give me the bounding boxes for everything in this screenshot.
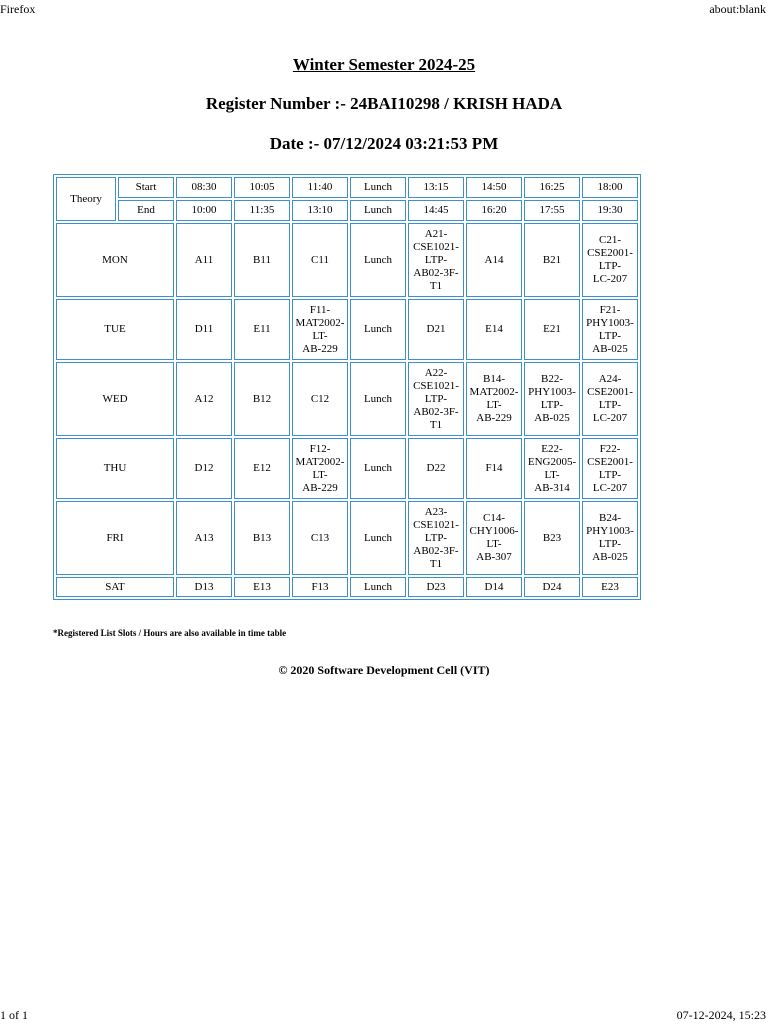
slot-cell: B23	[524, 501, 580, 575]
slot-cell: D13	[176, 577, 232, 597]
end-time-cell: 16:20	[466, 200, 522, 221]
timetable-container	[53, 174, 641, 600]
lunch-cell: Lunch	[350, 501, 406, 575]
slot-cell: B21	[524, 223, 580, 297]
slot-cell: E11	[234, 299, 290, 360]
slot-cell: B24- PHY1003- LTP- AB-025	[582, 501, 638, 575]
registered-slots-note: *Registered List Slots / Hours are also available in time table	[53, 628, 287, 638]
end-time-cell: 13:10	[292, 200, 348, 221]
start-time-cell: 14:50	[466, 177, 522, 198]
timetable-day-row	[56, 577, 638, 597]
slot-cell: C11	[292, 223, 348, 297]
slot-cell: A24- CSE2001- LTP- LC-207	[582, 362, 638, 436]
end-time-cell: 14:45	[408, 200, 464, 221]
start-time-cell: Lunch	[350, 177, 406, 198]
day-label: WED	[56, 362, 174, 436]
lunch-cell: Lunch	[350, 362, 406, 436]
slot-cell: A14	[466, 223, 522, 297]
slot-cell: A21- CSE1021- LTP- AB02-3F- T1	[408, 223, 464, 297]
slot-cell: F12- MAT2002- LT- AB-229	[292, 438, 348, 499]
start-time-cell: 10:05	[234, 177, 290, 198]
day-label: TUE	[56, 299, 174, 360]
slot-cell: C13	[292, 501, 348, 575]
slot-cell: E22- ENG2005- LT- AB-314	[524, 438, 580, 499]
lunch-cell: Lunch	[350, 577, 406, 597]
slot-cell: D23	[408, 577, 464, 597]
start-time-cell: 08:30	[176, 177, 232, 198]
end-time-cell: 10:00	[176, 200, 232, 221]
slot-cell: A13	[176, 501, 232, 575]
slot-cell: E12	[234, 438, 290, 499]
print-footer-left: 1 of 1	[0, 1008, 28, 1022]
timetable-day-row	[56, 438, 638, 499]
print-header-left: Firefox	[0, 2, 36, 16]
slot-cell: C21- CSE2001- LTP- LC-207	[582, 223, 638, 297]
slot-cell: C12	[292, 362, 348, 436]
slot-cell: D21	[408, 299, 464, 360]
start-time-cell: 11:40	[292, 177, 348, 198]
slot-cell: D22	[408, 438, 464, 499]
slot-cell: D14	[466, 577, 522, 597]
timetable-day-row	[56, 362, 638, 436]
lunch-cell: Lunch	[350, 223, 406, 297]
end-time-cell: 19:30	[582, 200, 638, 221]
slot-cell: E23	[582, 577, 638, 597]
timetable-day-row	[56, 223, 638, 297]
start-time-cell: 18:00	[582, 177, 638, 198]
copyright-footer: © 2020 Software Development Cell (VIT)	[278, 663, 490, 677]
register-number-line: Register Number :- 24BAI10298 / KRISH HADA	[205, 94, 563, 113]
slot-cell: B12	[234, 362, 290, 436]
slot-cell: F21- PHY1003- LTP- AB-025	[582, 299, 638, 360]
slot-cell: B11	[234, 223, 290, 297]
lunch-cell: Lunch	[350, 299, 406, 360]
timetable-day-row	[56, 299, 638, 360]
slot-cell: B13	[234, 501, 290, 575]
date-line: Date :- 07/12/2024 03:21:53 PM	[269, 134, 499, 153]
slot-cell: A22- CSE1021- LTP- AB02-3F- T1	[408, 362, 464, 436]
slot-cell: A23- CSE1021- LTP- AB02-3F- T1	[408, 501, 464, 575]
page-title-text: Winter Semester 2024-25	[292, 55, 476, 74]
slot-cell: E14	[466, 299, 522, 360]
slot-cell: E21	[524, 299, 580, 360]
timetable	[53, 174, 641, 600]
day-label: MON	[56, 223, 174, 297]
slot-cell: D12	[176, 438, 232, 499]
slot-cell: F14	[466, 438, 522, 499]
timetable-header-end-row	[56, 200, 638, 221]
slot-cell: E13	[234, 577, 290, 597]
slot-cell: A12	[176, 362, 232, 436]
day-label: THU	[56, 438, 174, 499]
slot-cell: C14- CHY1006- LT- AB-307	[466, 501, 522, 575]
slot-cell: B14- MAT2002- LT- AB-229	[466, 362, 522, 436]
day-label: SAT	[56, 577, 174, 597]
slot-cell: B22- PHY1003- LTP- AB-025	[524, 362, 580, 436]
start-label: Start	[118, 177, 174, 198]
theory-label: Theory	[56, 177, 116, 221]
end-time-cell: Lunch	[350, 200, 406, 221]
page-title	[0, 55, 768, 75]
slot-cell: F22- CSE2001- LTP- LC-207	[582, 438, 638, 499]
slot-cell: D11	[176, 299, 232, 360]
print-footer-right: 07-12-2024, 15:23	[676, 1008, 766, 1022]
timetable-day-row	[56, 501, 638, 575]
start-time-cell: 13:15	[408, 177, 464, 198]
slot-cell: F11- MAT2002- LT- AB-229	[292, 299, 348, 360]
timetable-header-start-row	[56, 177, 638, 198]
start-time-cell: 16:25	[524, 177, 580, 198]
end-time-cell: 17:55	[524, 200, 580, 221]
end-time-cell: 11:35	[234, 200, 290, 221]
end-label: End	[118, 200, 174, 221]
day-label: FRI	[56, 501, 174, 575]
slot-cell: D24	[524, 577, 580, 597]
lunch-cell: Lunch	[350, 438, 406, 499]
print-header-right: about:blank	[709, 2, 766, 16]
slot-cell: A11	[176, 223, 232, 297]
slot-cell: F13	[292, 577, 348, 597]
